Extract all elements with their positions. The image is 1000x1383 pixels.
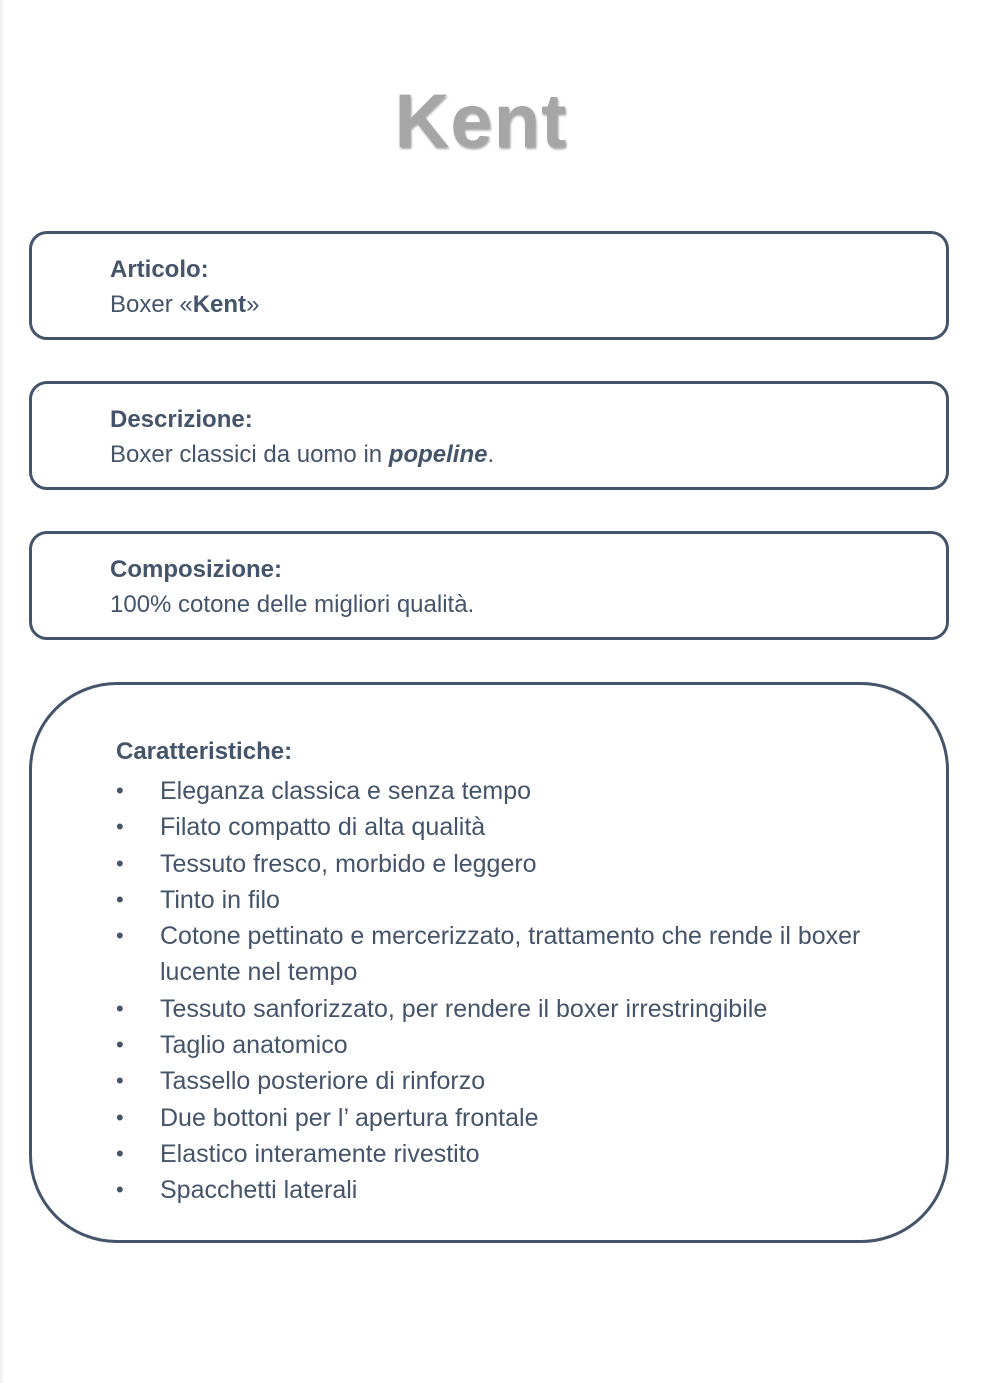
list-item — [116, 991, 896, 1027]
articolo-label: Articolo: — [110, 256, 209, 283]
caratteristiche-box — [29, 682, 949, 1243]
list-item — [116, 1063, 896, 1099]
list-item — [116, 1027, 896, 1063]
descrizione-value — [110, 441, 494, 469]
list-item-text: Tessuto fresco, morbido e leggero — [160, 849, 537, 878]
list-item — [116, 918, 896, 991]
composizione-value: 100% cotone delle migliori qualità. — [110, 591, 475, 618]
articolo-value-name: Kent — [192, 291, 247, 318]
articolo-value-prefix: Boxer « — [110, 291, 193, 318]
composizione-box — [29, 531, 949, 640]
list-item-text: Tinto in filo — [160, 885, 280, 914]
caratteristiche-label: Caratteristiche: — [116, 738, 293, 765]
caratteristiche-list — [116, 773, 896, 1209]
list-item-text: Tassello posteriore di rinforzo — [160, 1067, 486, 1096]
articolo-box — [29, 231, 949, 340]
descrizione-value-suffix: . — [487, 441, 495, 468]
bullet-icon: • — [116, 814, 124, 840]
list-item-text: Eleganza classica e senza tempo — [160, 777, 532, 805]
descrizione-value-prefix: Boxer classici da uomo in — [110, 441, 389, 468]
list-item — [116, 1100, 896, 1136]
descrizione-box — [29, 381, 949, 490]
list-item — [116, 846, 896, 882]
bullet-icon: • — [116, 1032, 124, 1058]
bullet-icon: • — [116, 850, 124, 876]
list-item-text: Due bottoni per l’ apertura frontale — [160, 1103, 539, 1132]
list-item — [116, 1172, 896, 1208]
page-edge — [0, 0, 3, 1383]
list-item-text: Cotone pettinato e mercerizzato, trattamento che rende il boxer lucente nel tempo — [160, 922, 861, 987]
bullet-icon: • — [116, 886, 124, 912]
articolo-value-suffix: » — [246, 291, 260, 318]
bullet-icon: • — [116, 1140, 124, 1166]
articolo-value — [110, 291, 259, 319]
bullet-icon: • — [116, 1177, 124, 1203]
list-item — [116, 882, 896, 918]
descrizione-label: Descrizione: — [110, 406, 253, 433]
bullet-icon: • — [116, 1104, 124, 1130]
list-item — [116, 1136, 896, 1172]
page-title: Kent — [394, 79, 568, 164]
list-item-text: Elastico interamente rivestito — [160, 1139, 480, 1168]
bullet-icon: • — [116, 778, 124, 803]
list-item — [116, 809, 896, 845]
list-item-text: Spacchetti laterali — [160, 1176, 358, 1205]
list-item-text: Filato compatto di alta qualità — [160, 813, 486, 842]
list-item-text: Tessuto sanforizzato, per rendere il boxer irrestringibile — [160, 994, 768, 1023]
list-item-text: Taglio anatomico — [160, 1031, 348, 1060]
list-item — [116, 773, 896, 809]
bullet-icon: • — [116, 1068, 124, 1094]
bullet-icon: • — [116, 923, 124, 949]
bullet-icon: • — [116, 995, 124, 1021]
descrizione-value-fabric: popeline — [388, 441, 488, 468]
composizione-label: Composizione: — [110, 556, 282, 583]
